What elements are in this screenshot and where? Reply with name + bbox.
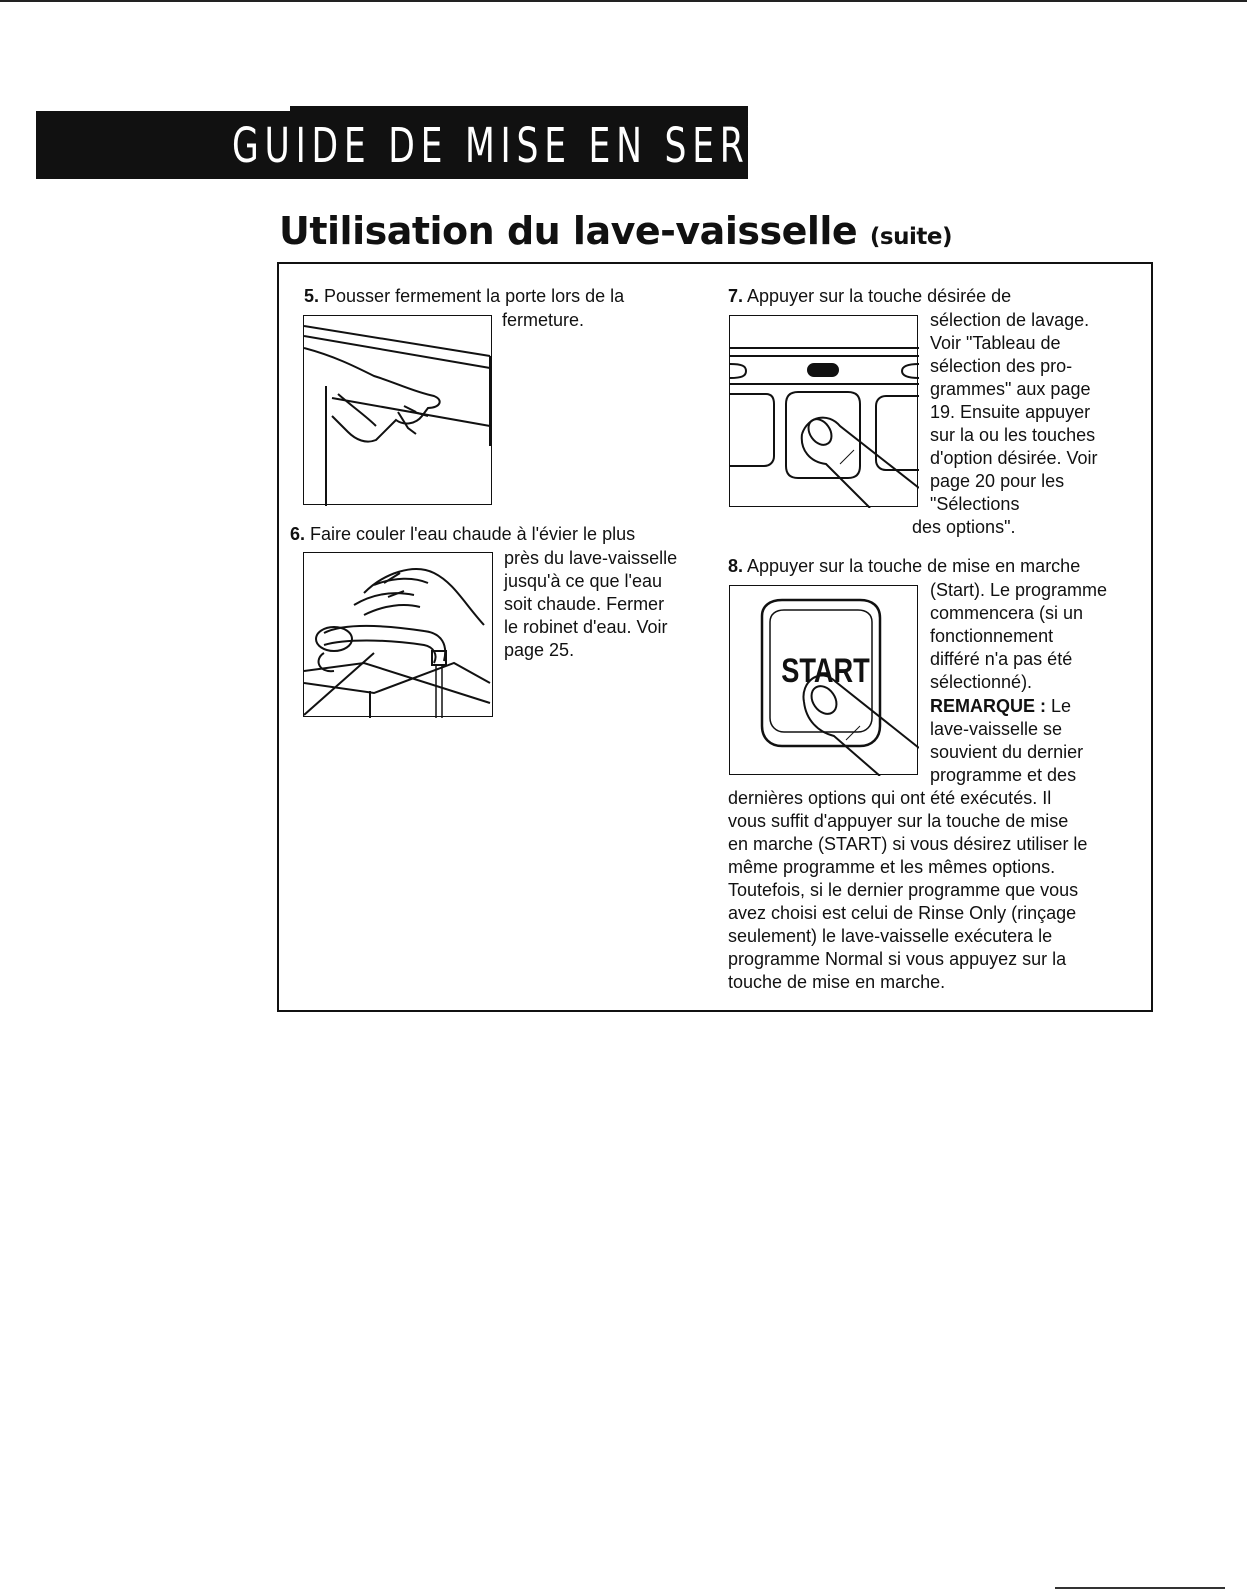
note-text: avez choisi est celui de Rinse Only (rinçage <box>728 903 1077 923</box>
step-text: soit chaude. Fermer <box>504 594 665 614</box>
hand-on-faucet-icon <box>303 552 493 717</box>
step-text: sélectionné). <box>930 672 1033 692</box>
step-number: 5. <box>304 286 320 306</box>
step-text: sur la ou les touches <box>930 425 1096 445</box>
finger-pressing-selection-pad-icon <box>729 315 918 507</box>
step-text: page 20 pour les <box>930 471 1065 491</box>
step-text: commencera (si un <box>930 603 1084 623</box>
note-text: programme et des <box>930 765 1077 785</box>
step-text: près du lave-vaisselle <box>504 548 678 568</box>
step-text: page 25. <box>504 640 575 660</box>
page-heading <box>279 208 952 260</box>
step-text: "Sélections <box>930 494 1020 514</box>
step-text: Voir "Tableau de <box>930 333 1061 353</box>
step-text: Faire couler l'eau chaude à l'évier le plus <box>310 524 636 544</box>
step-text: des options". <box>912 517 1016 537</box>
start-button-label: START <box>781 651 870 690</box>
bottom-rule <box>1055 1587 1225 1589</box>
step-text: fonctionnement <box>930 626 1054 646</box>
note-text: lave-vaisselle se <box>930 719 1063 739</box>
note-label: REMARQUE : <box>930 696 1046 716</box>
page-title-suffix: (suite) <box>869 224 952 250</box>
step-text: fermeture. <box>502 310 585 330</box>
step-text: jusqu'à ce que l'eau <box>504 571 662 591</box>
top-rule <box>0 0 1247 2</box>
step-text: différé n'a pas été <box>930 649 1073 669</box>
finger-pressing-start-button-icon <box>729 585 918 775</box>
step-number: 7. <box>728 286 744 306</box>
step-text: sélection des pro- <box>930 356 1073 376</box>
note-text: Le <box>1051 696 1072 716</box>
note-text: Toutefois, si le dernier programme que vous <box>728 880 1079 900</box>
note-text: seulement) le lave-vaisselle exécutera le <box>728 926 1053 946</box>
step-text: grammes" aux page <box>930 379 1091 399</box>
note-text: même programme et les mêmes options. <box>728 857 1056 877</box>
step-text: Pousser fermement la porte lors de la <box>324 286 625 306</box>
note-text: vous suffit d'appuyer sur la touche de mise <box>728 811 1069 831</box>
step-number: 8. <box>728 556 744 576</box>
page-title: Utilisation du lave-vaisselle <box>279 209 858 253</box>
step-text: le robinet d'eau. Voir <box>504 617 668 637</box>
step-text: (Start). Le programme <box>930 580 1108 600</box>
step-number: 6. <box>290 524 306 544</box>
step-text: Appuyer sur la touche désirée de <box>747 286 1012 306</box>
note-text: souvient du dernier <box>930 742 1084 762</box>
note-text: programme Normal si vous appuyez sur la <box>728 949 1067 969</box>
step-text: 19. Ensuite appuyer <box>930 402 1091 422</box>
banner-title: GUIDE DE MISE EN SERVICE <box>232 118 851 174</box>
note-text: touche de mise en marche. <box>728 972 946 992</box>
hand-closing-door-icon <box>303 315 492 505</box>
step-text: d'option désirée. Voir <box>930 448 1098 468</box>
step-text: Appuyer sur la touche de mise en marche <box>747 556 1081 576</box>
note-text: en marche (START) si vous désirez utiliser le <box>728 834 1088 854</box>
step-text: sélection de lavage. <box>930 310 1090 330</box>
note-text: dernières options qui ont été exécutés. Il <box>728 788 1052 808</box>
